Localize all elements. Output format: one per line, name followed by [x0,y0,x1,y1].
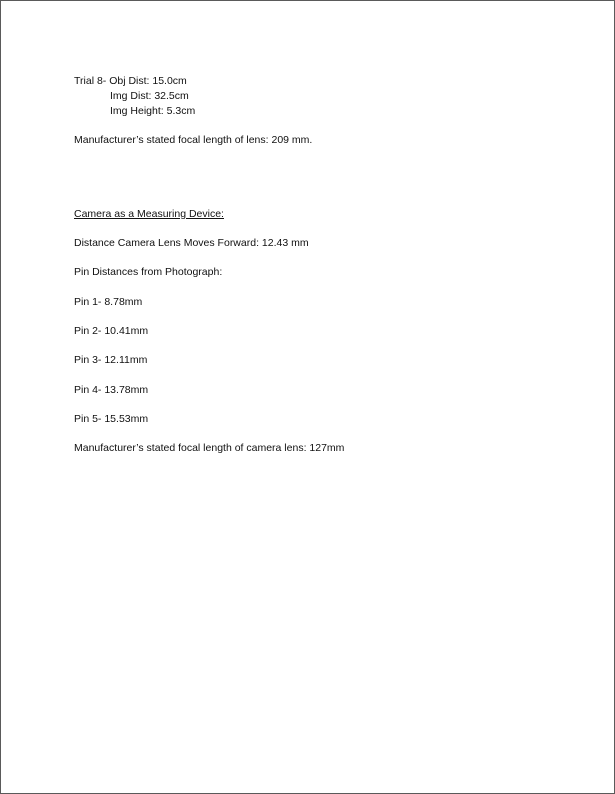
pin-2-distance: Pin 2- 10.41mm [74,325,149,337]
pin-1-distance: Pin 1- 8.78mm [74,296,143,308]
pin-4-distance: Pin 4- 13.78mm [74,384,149,396]
trial-8-image-distance: Img Dist: 32.5cm [110,90,189,102]
trial-8-object-distance: Trial 8- Obj Dist: 15.0cm [74,75,187,87]
pin-3-distance: Pin 3- 12.11mm [74,354,148,366]
pin-distances-header: Pin Distances from Photograph: [74,266,223,278]
camera-focal-length-note: Manufacturer’s stated focal length of camera lens: 127mm [74,442,345,454]
camera-section-heading: Camera as a Measuring Device: [74,208,224,220]
lens-focal-length-note: Manufacturer’s stated focal length of lens: 209 mm. [74,134,313,146]
trial-8-image-height: Img Height: 5.3cm [110,105,196,117]
lens-move-distance: Distance Camera Lens Moves Forward: 12.43 mm [74,237,309,249]
pin-5-distance: Pin 5- 15.53mm [74,413,149,425]
